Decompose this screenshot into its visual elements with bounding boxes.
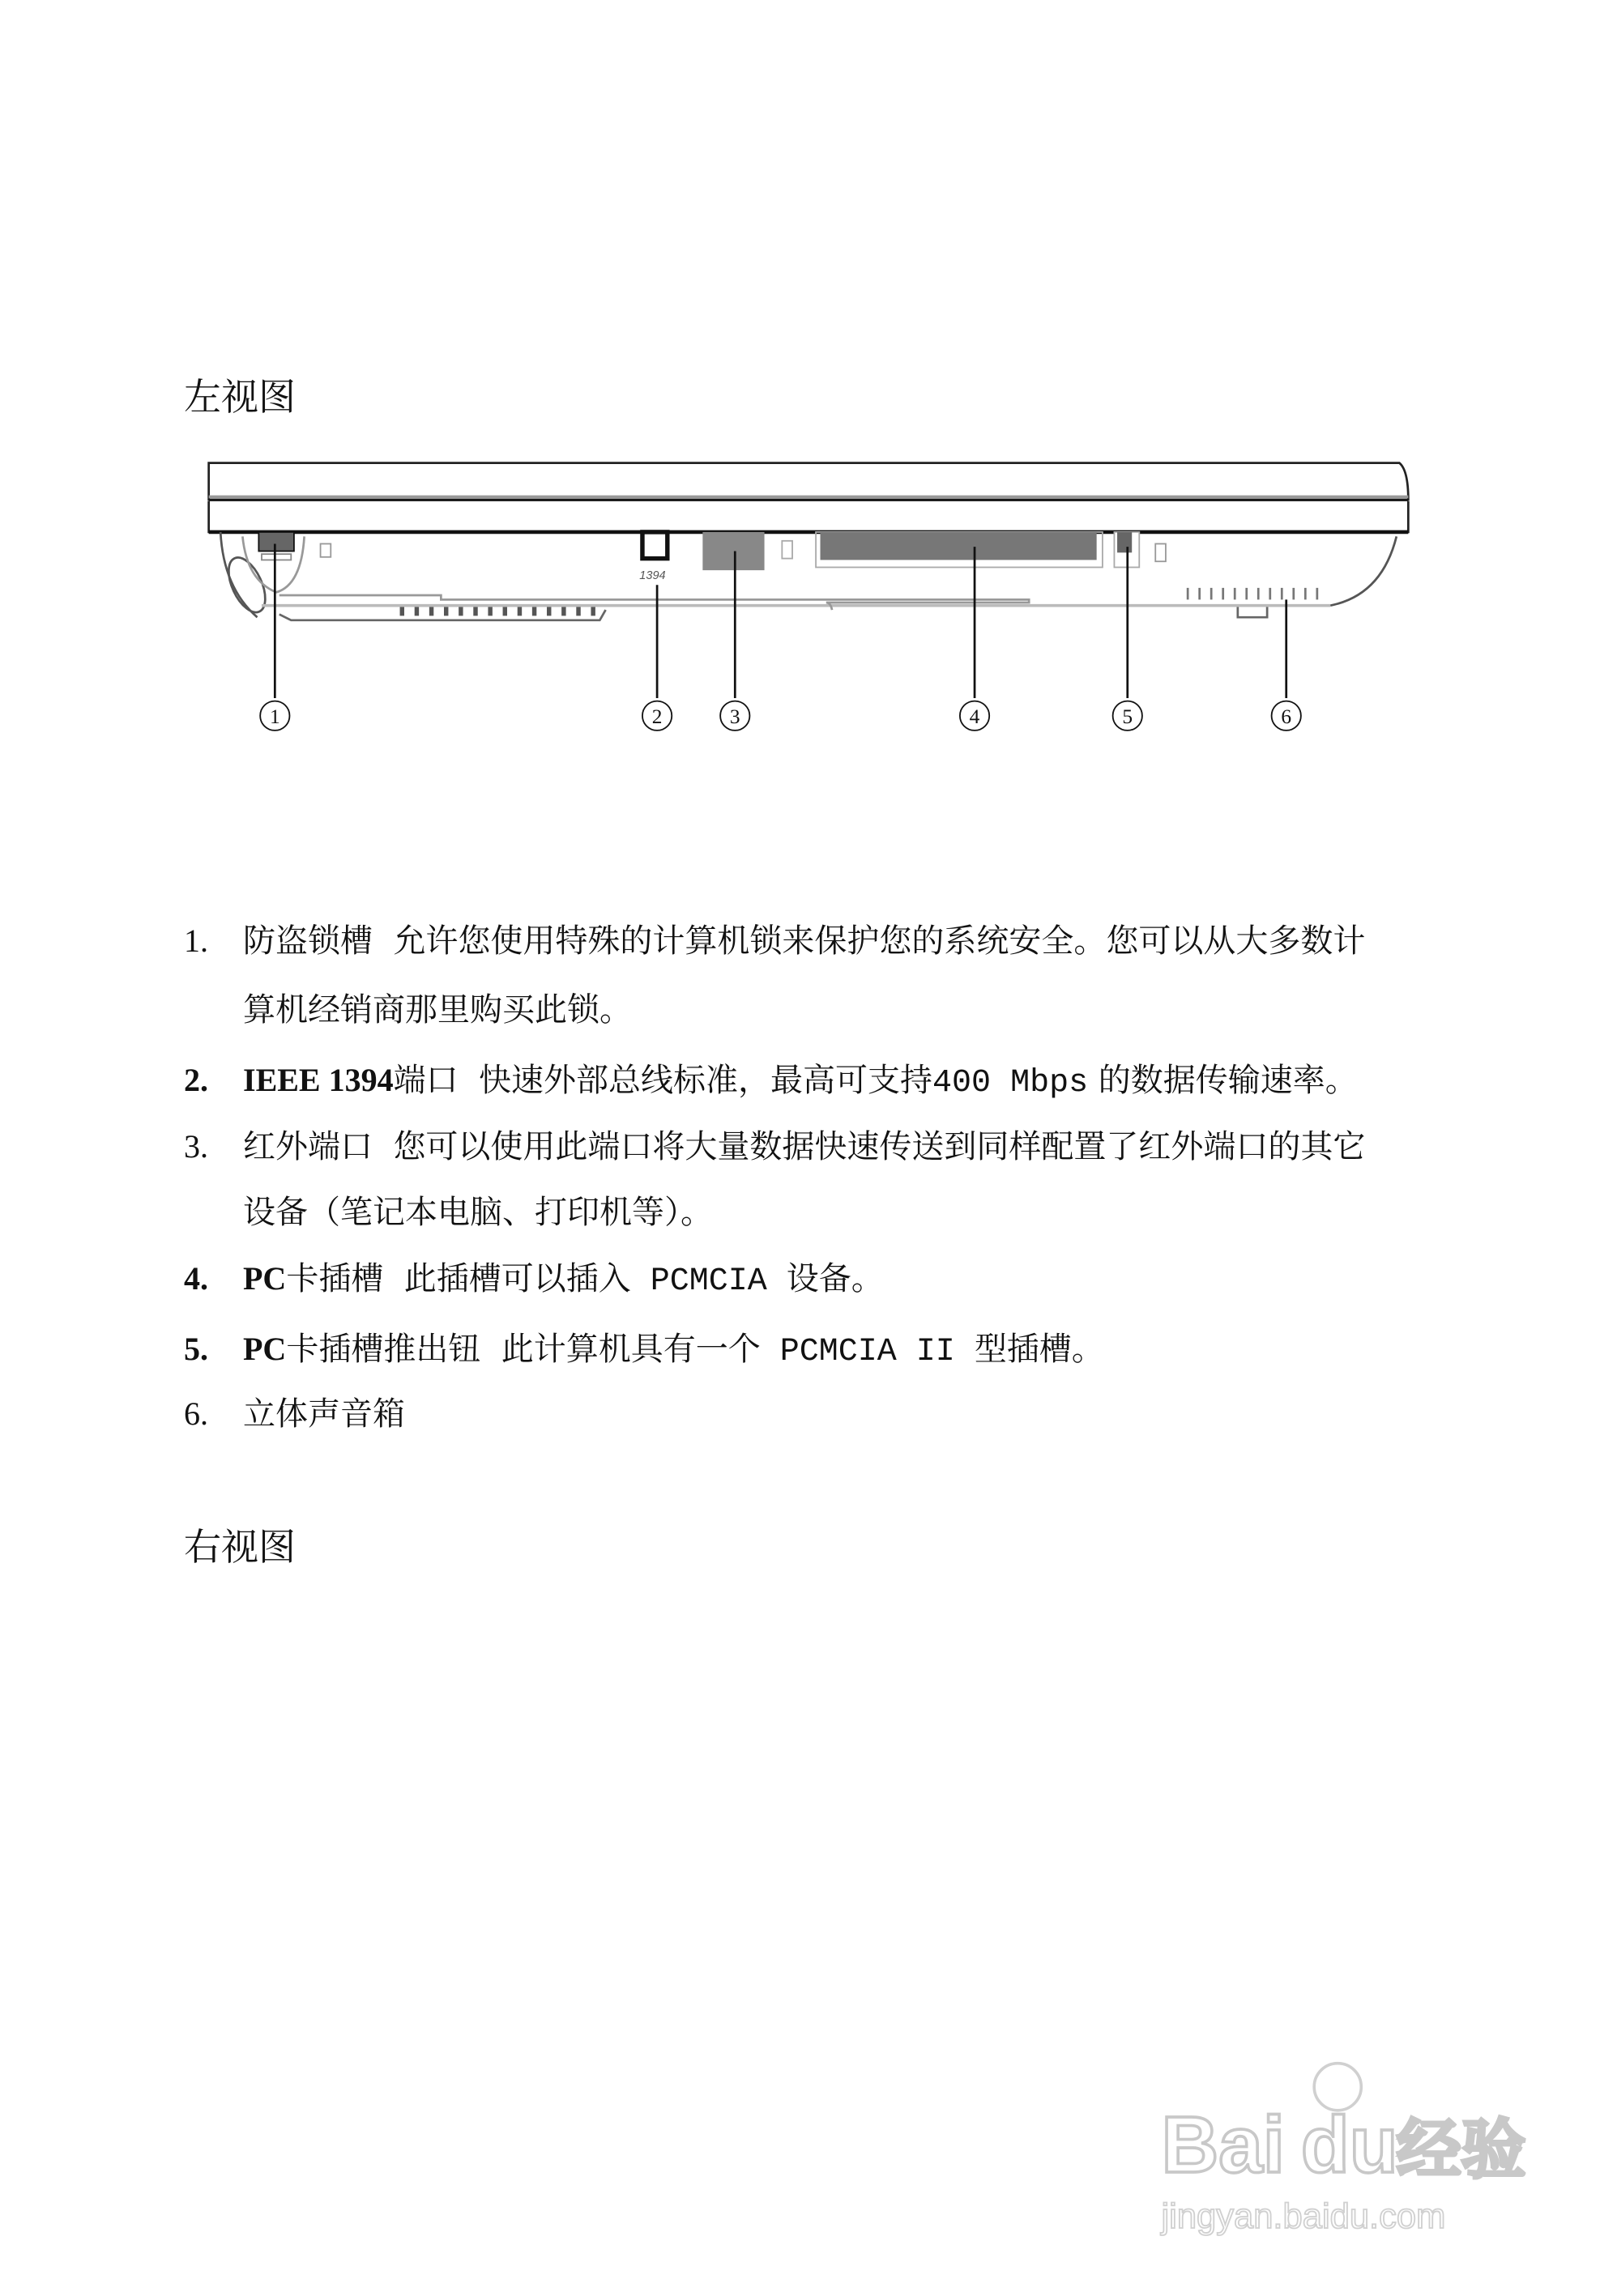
- list-item-2: 2. IEEE 1394端口 快速外部总线标准，最高可支持400 Mbps 的数据传输速率。: [184, 1062, 1358, 1101]
- list-item-3-continuation: 设备（笔记本电脑、打印机等）。: [243, 1194, 713, 1231]
- callout-3: 3: [729, 705, 740, 728]
- vent-slots: [400, 607, 595, 616]
- pc-card-icon: [1155, 543, 1166, 561]
- callout-6: 6: [1281, 705, 1292, 728]
- description: 允许您使用特殊的计算机锁来保护您的系统安全。您可以从大多数计: [393, 922, 1366, 960]
- lock-icon: [321, 543, 331, 556]
- svg-text:经验: 经验: [1396, 2111, 1526, 2187]
- security-lock-slot: [258, 532, 294, 552]
- list-item-4: 4. PC卡插槽 此插槽可以插入 PCMCIA 设备。: [184, 1260, 884, 1300]
- svg-text:jingyan.baidu.com: jingyan.baidu.com: [1161, 2196, 1446, 2236]
- list-item-1-continuation: 算机经销商那里购买此锁。: [243, 991, 632, 1029]
- list-item-6: 6. 立体声音箱: [184, 1395, 405, 1433]
- infrared-icon: [782, 541, 792, 559]
- pc-card-slot: [821, 532, 1097, 560]
- lid: [209, 463, 1409, 500]
- list-item-1: 1. 防盗锁槽 允许您使用特殊的计算机锁来保护您的系统安全。您可以从大多数计: [184, 922, 1366, 960]
- base: [209, 501, 1409, 532]
- speaker-grille: [1188, 588, 1317, 600]
- right-view-heading: 右视图: [184, 1525, 296, 1569]
- callout-5: 5: [1122, 705, 1133, 728]
- list-item-3: 3. 红外端口 您可以使用此端口将大量数据快速传送到同样配置了红外端口的其它: [184, 1128, 1366, 1165]
- list-item-5: 5. PC卡插槽推出钮 此计算机具有一个 PCMCIA II 型插槽。: [184, 1331, 1104, 1370]
- callout-4: 4: [969, 705, 980, 728]
- baidu-jingyan-watermark: [1159, 2064, 1525, 2236]
- callout-2: 2: [651, 705, 663, 728]
- left-view-heading: 左视图: [184, 375, 296, 419]
- term: 防盗锁槽: [243, 922, 373, 960]
- callout-1: 1: [269, 705, 280, 728]
- ieee1394-port: [642, 532, 668, 559]
- ieee1394-label: 1394: [639, 569, 666, 582]
- svg-text:du: du: [1300, 2099, 1398, 2189]
- infrared-port: [702, 532, 764, 570]
- svg-text:Bai: Bai: [1161, 2099, 1285, 2189]
